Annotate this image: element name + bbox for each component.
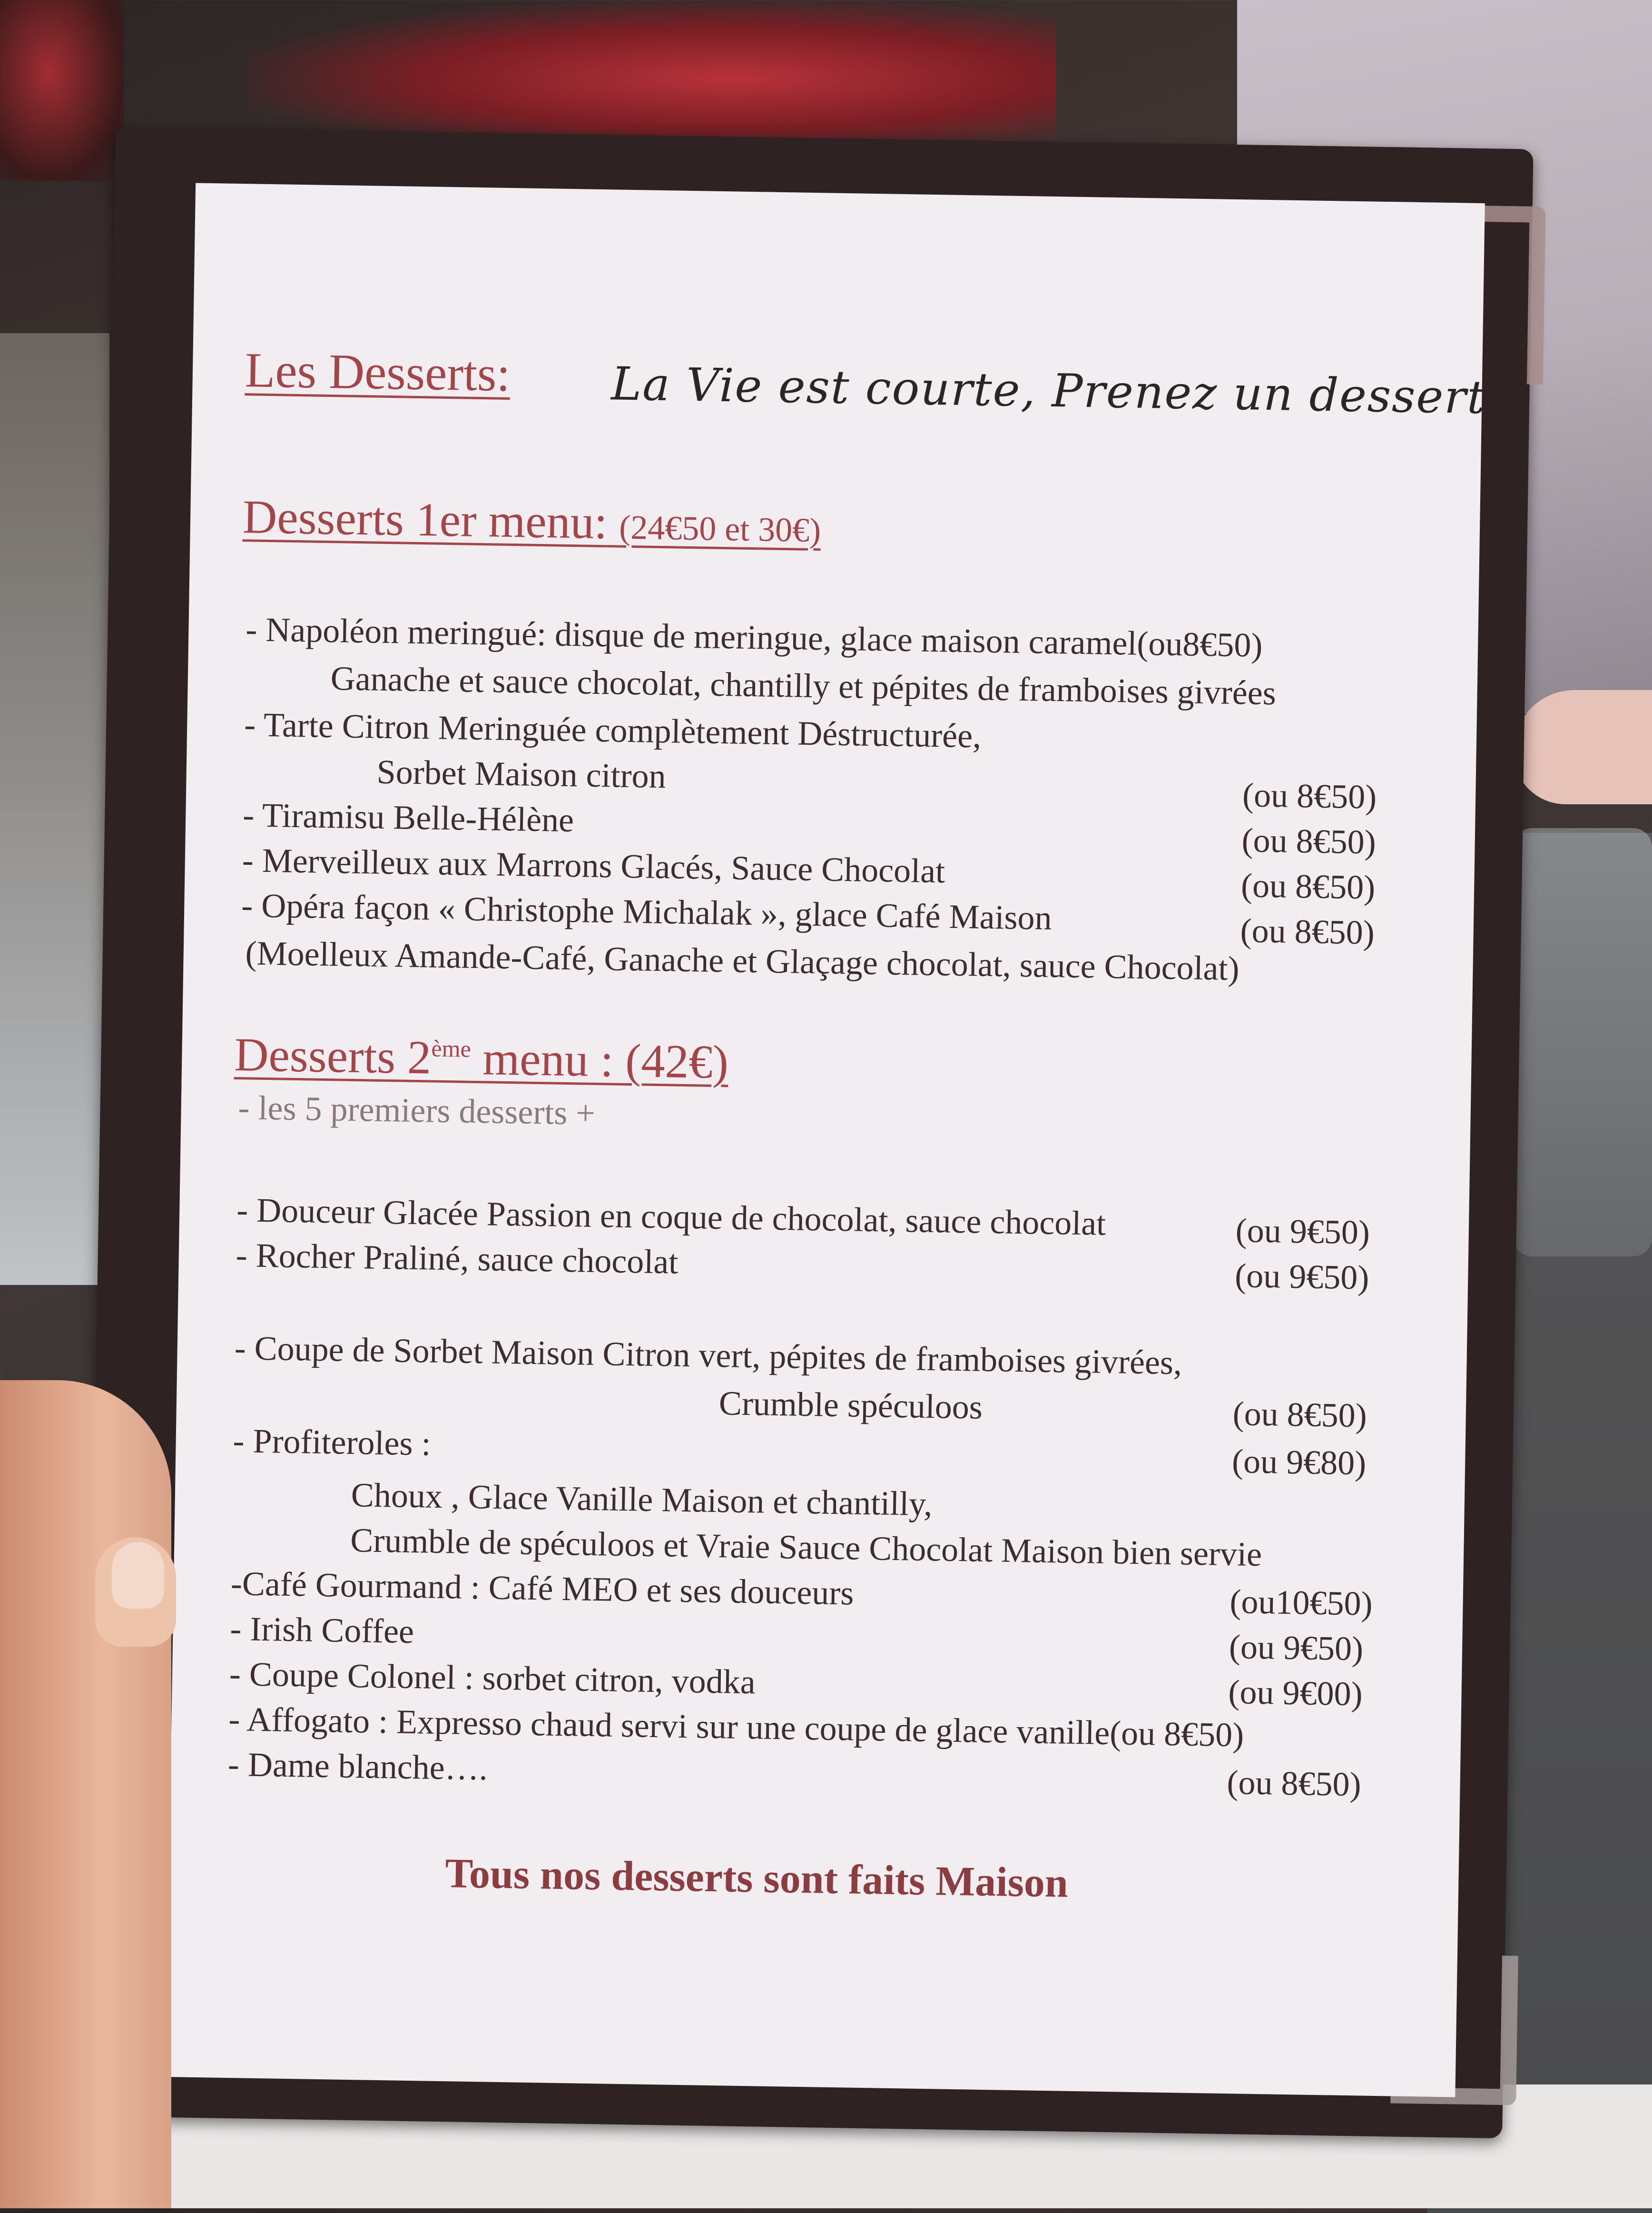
menu-item: - Irish Coffee: [229, 1610, 414, 1651]
menu-item-price: (ou 8€50): [1240, 911, 1375, 952]
background-glass: [1513, 828, 1652, 1256]
menu-item-detail: Ganache et sauce chocolat, chantilly et pépites de framboises givrées: [330, 659, 1277, 712]
menu-item: - Opéra façon « Christophe Michalak », glace Café Maison: [241, 886, 1052, 937]
menu-item: - Tarte Citron Meringuée complètement Déstructurée,: [244, 705, 982, 755]
menu-page: [166, 183, 1485, 2097]
menu-item: -Café Gourmand : Café MEO et ses douceurs: [230, 1564, 855, 1612]
section2-heading-sup: ème: [431, 1035, 472, 1062]
menu-item: - Rocher Praliné, sauce chocolat: [236, 1236, 678, 1281]
menu-tagline: La Vie est courte, Prenez un dessert: [610, 357, 1487, 425]
menu-item-price: (ou10€50): [1229, 1582, 1373, 1623]
background-street: [0, 333, 109, 1285]
menu-folder: [84, 127, 1533, 2138]
menu-footer: Tous nos desserts sont faits Maison: [444, 1850, 1069, 1907]
menu-item-price: (ou 9€50): [1229, 1628, 1364, 1668]
menu-item-detail: Sorbet Maison citron: [376, 752, 667, 796]
section2-heading-text: Desserts 2: [234, 1028, 432, 1084]
menu-item: - Profiteroles :: [233, 1422, 432, 1463]
menu-item: - Napoléon meringué: disque de meringue, glace maison caramel(ou8€50): [245, 610, 1263, 664]
menu-item: - Dame blanche….: [227, 1745, 488, 1788]
background-car-left: [0, 0, 124, 181]
menu-item: - Coupe Colonel : sorbet citron, vodka: [229, 1655, 756, 1701]
menu-item-price: (ou 9€50): [1235, 1211, 1370, 1252]
menu-item-detail: (Moelleux Amande-Café, Ganache et Glaçage chocolat, sauce Chocolat): [245, 934, 1240, 988]
menu-item-price: (ou 9€00): [1228, 1672, 1363, 1713]
section1-heading-text: Desserts 1er menu:: [242, 490, 608, 549]
menu-title: Les Desserts:: [245, 343, 511, 402]
background-hand: [1513, 690, 1652, 804]
menu-item-detail: Choux , Glace Vanille Maison et chantilly,: [351, 1475, 933, 1523]
menu-item: - Coupe de Sorbet Maison Citron vert, pépites de framboises givrées,: [234, 1329, 1182, 1382]
menu-item-price: (ou 8€50): [1227, 1763, 1362, 1804]
menu-item: - Douceur Glacée Passion en coque de chocolat, sauce chocolat: [236, 1191, 1106, 1243]
section2-heading: [234, 1028, 729, 1089]
menu-item: - Affogato : Expresso chaud servi sur une coupe de glace vanille(ou 8€50): [228, 1700, 1244, 1754]
menu-item-price: (ou 8€50): [1240, 866, 1376, 907]
menu-item-price: (ou 9€80): [1231, 1442, 1367, 1482]
section2-heading-price: menu : (42€): [470, 1031, 729, 1089]
thumbnail: [112, 1542, 164, 1609]
menu-item-detail: Crumble de spéculoos et Vraie Sauce Chocolat Maison bien servie: [350, 1521, 1262, 1574]
section1-heading: [242, 490, 821, 550]
menu-item-price: (ou 8€50): [1242, 776, 1377, 816]
menu-item-detail: Crumble spéculoos: [718, 1384, 983, 1426]
menu-item: - Tiramisu Belle-Hélène: [242, 796, 574, 840]
menu-item-price: (ou 9€50): [1234, 1256, 1369, 1297]
section1-price-note: (24€50 et 30€): [619, 508, 821, 550]
holding-hand: [0, 1380, 171, 2208]
menu-item-price: (ou 8€50): [1232, 1394, 1367, 1435]
menu-item: - Merveilleux aux Marrons Glacés, Sauce Chocolat: [242, 841, 945, 890]
menu-item-price: (ou 8€50): [1241, 821, 1377, 861]
section2-intro: - les 5 premiers desserts +: [238, 1088, 596, 1132]
